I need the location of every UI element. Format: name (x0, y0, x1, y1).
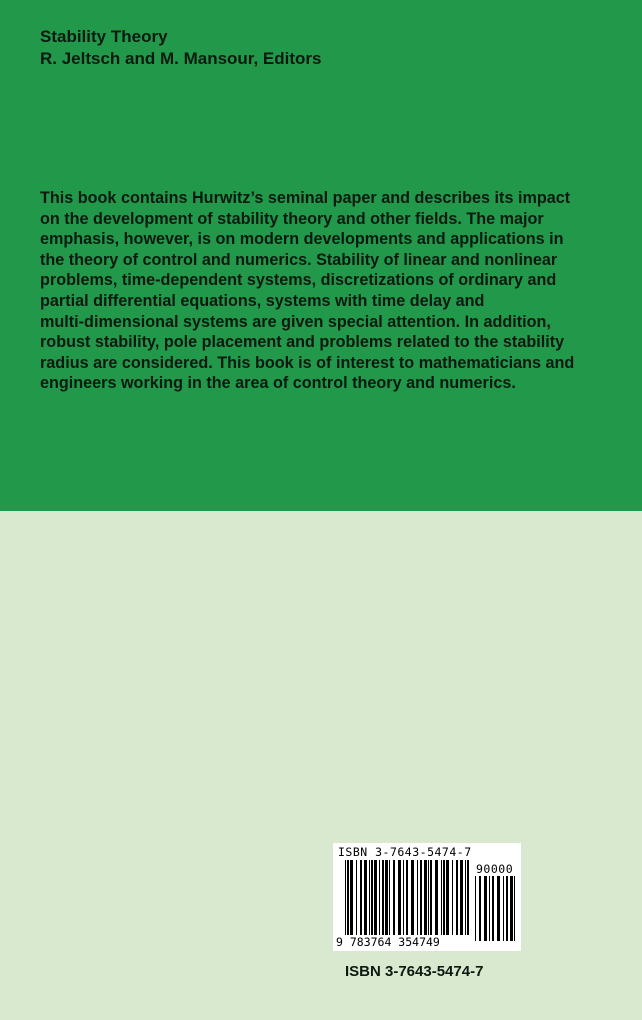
barcode-bar (465, 860, 466, 935)
barcode-bar (369, 860, 370, 935)
barcode-isbn-text: ISBN 3-7643-5474-7 (338, 845, 472, 859)
description-line: problems, time-dependent systems, discretizations of ordinary and (40, 271, 557, 290)
barcode-bar (443, 860, 445, 935)
barcode-ean-digits: 9 783764 354749 (336, 935, 440, 949)
barcode-bar (389, 860, 390, 935)
book-editors: R. Jeltsch and M. Mansour, Editors (40, 49, 322, 68)
barcode-bar (514, 876, 515, 941)
description-line: multi-dimensional systems are given special attention. In addition, (40, 312, 551, 331)
barcode-bar (403, 860, 404, 935)
barcode-bar (441, 860, 442, 935)
barcode-bar (385, 860, 388, 935)
barcode-label (333, 843, 521, 951)
barcode-bar (420, 860, 422, 935)
barcode-bar (360, 860, 362, 935)
description-line: the theory of control and numerics. Stability of linear and nonlinear (40, 250, 558, 269)
barcode-bar (475, 876, 476, 941)
barcode-price-addon: 90000 (476, 862, 514, 876)
barcode-bar (456, 860, 458, 935)
barcode-bar (424, 860, 427, 935)
barcode-bar (497, 876, 500, 941)
barcode-bar (467, 860, 469, 935)
description-line: partial differential equations, systems with time delay and (40, 291, 485, 310)
barcode-bar (398, 860, 401, 935)
cover-header (40, 26, 322, 70)
barcode-bar (479, 876, 481, 941)
description-line: radius are considered. This book is of interest to mathematicians and (40, 353, 575, 372)
barcode-bar (356, 860, 357, 935)
barcode-bar (350, 860, 353, 935)
barcode-bar (411, 860, 414, 935)
barcode-bar (435, 860, 438, 935)
barcode-bar (374, 860, 377, 935)
barcode-bar (364, 860, 367, 935)
barcode-bar (492, 876, 494, 941)
barcode-bar (510, 876, 513, 941)
barcode-bar (506, 876, 508, 941)
description-line: on the development of stability theory and other fields. The major (40, 209, 544, 228)
barcode-bar (452, 860, 453, 935)
barcode-bar (489, 876, 490, 941)
barcode-bar (406, 860, 408, 935)
barcode-bar (484, 876, 487, 941)
barcode-bar (430, 860, 432, 935)
isbn-footer: ISBN 3-7643-5474-7 (345, 963, 484, 980)
barcode-bar (417, 860, 418, 935)
barcode-bar (371, 860, 373, 935)
book-description (40, 188, 615, 394)
book-title: Stability Theory (40, 27, 168, 46)
barcode-bar (379, 860, 380, 935)
barcode-bar (382, 860, 384, 935)
description-line: This book contains Hurwitz’s seminal paper and describes its impact (40, 189, 571, 207)
barcode-bar (460, 860, 463, 935)
barcode-bar (428, 860, 429, 935)
barcode-bar (503, 876, 504, 941)
description-line: robust stability, pole placement and problems related to the stability (40, 333, 565, 352)
barcode-bar (347, 860, 349, 935)
barcode-bar (446, 860, 449, 935)
barcode-bar (393, 860, 395, 935)
description-line: engineers working in the area of control theory and numerics. (40, 374, 516, 393)
barcode-bar (345, 860, 346, 935)
description-line: emphasis, however, is on modern developments and applications in (40, 230, 564, 249)
